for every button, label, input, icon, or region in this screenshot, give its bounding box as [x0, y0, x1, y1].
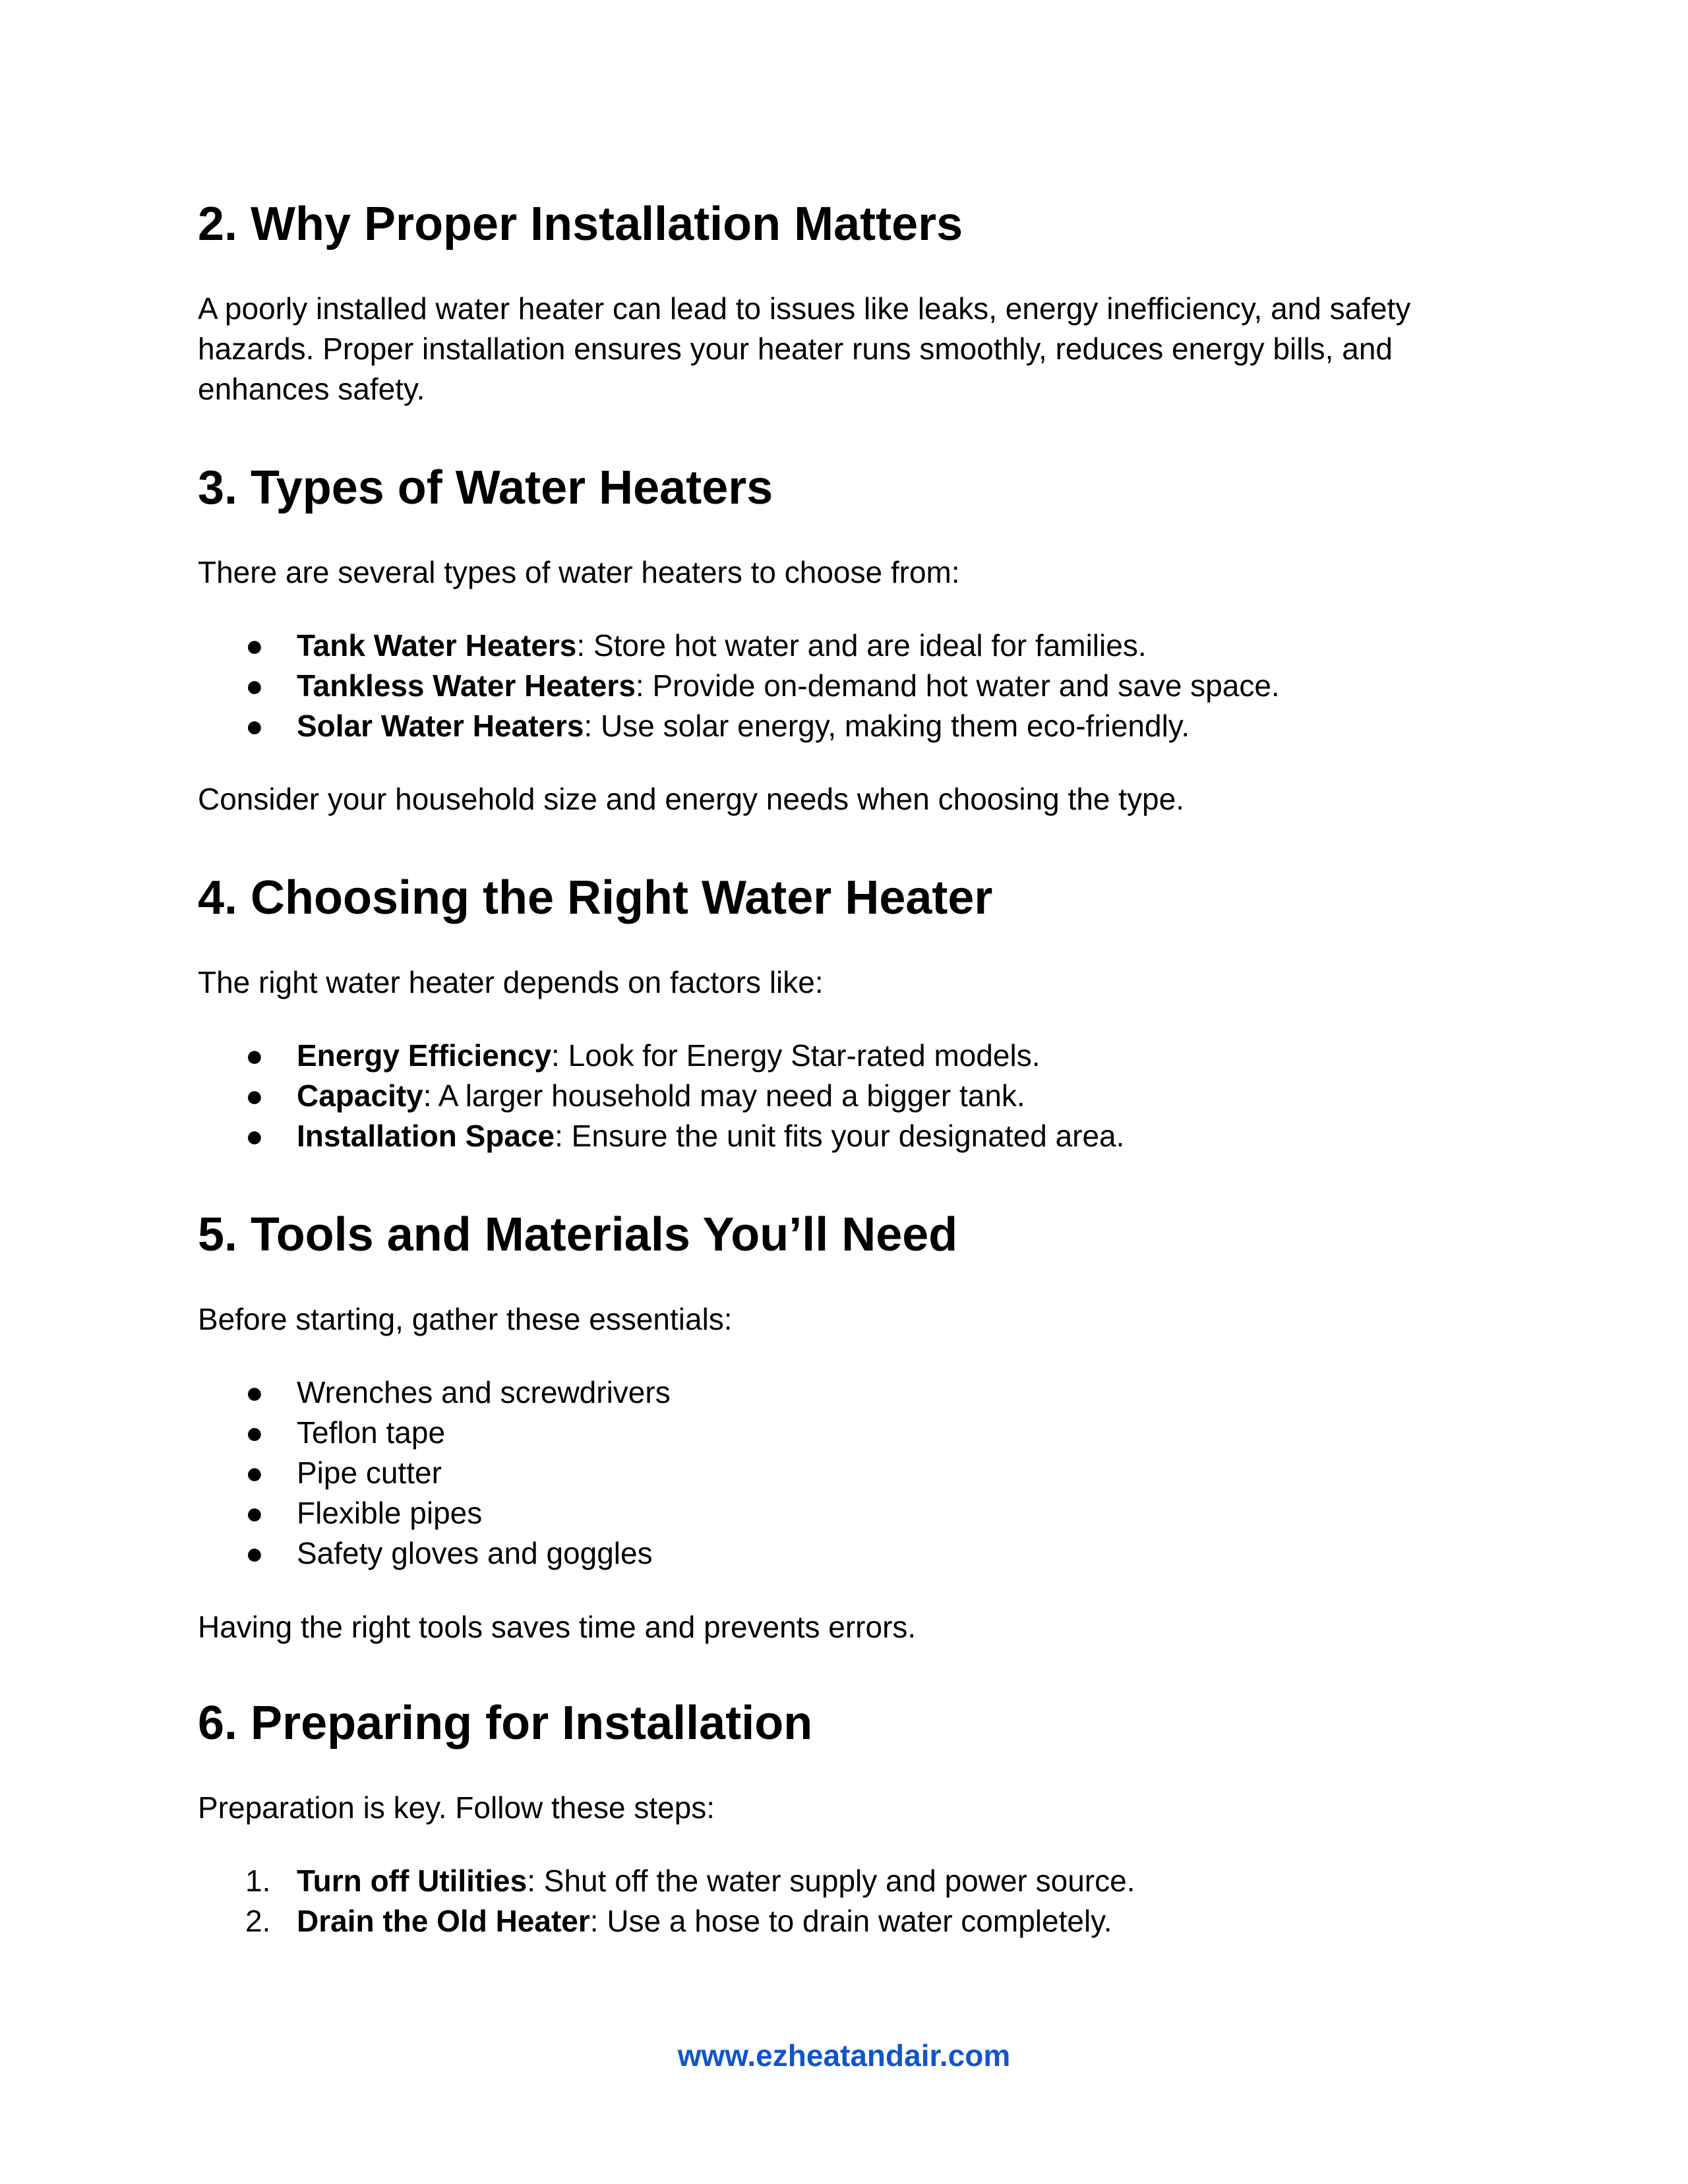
bullet-list [198, 626, 1503, 746]
website-link[interactable]: www.ezheatandair.com [677, 2038, 1011, 2073]
bullet-icon: ● [245, 628, 264, 663]
list-item-text: Flexible pipes [297, 1496, 483, 1530]
page-footer [0, 2036, 1688, 2075]
numbered-step [198, 1901, 1503, 1941]
bullet-list [198, 1036, 1503, 1156]
section-heading: 2. Why Proper Installation Matters [198, 198, 963, 251]
list-item-text: Teflon tape [297, 1415, 446, 1450]
section-heading: 6. Preparing for Installation [198, 1697, 813, 1750]
list-item-text: Wrenches and screwdrivers [297, 1375, 671, 1409]
paragraph-line: hazards. Proper installation ensures your heater runs smoothly, reduces energy bills, and [198, 332, 1393, 366]
list-item-bold: Tank Water Heaters [297, 628, 577, 663]
bullet-icon: ● [245, 1375, 264, 1409]
list-item-bold: Solar Water Heaters [297, 709, 584, 743]
list-item-text: : Use solar energy, making them eco-friendly. [584, 709, 1190, 743]
list-item-bold: Energy Efficiency [297, 1038, 552, 1073]
section-outro [198, 1607, 1503, 1647]
step-number: 2. [245, 1904, 271, 1938]
bullet-icon: ● [245, 1038, 264, 1073]
numbered-list [198, 1861, 1503, 1941]
section-tools-and-materials [198, 1206, 1503, 1264]
list-item-text: Safety gloves and goggles [297, 1536, 653, 1570]
section-preparing-for-installation [198, 1694, 1503, 1752]
intro-text: There are several types of water heaters to choose from: [198, 555, 960, 589]
bullet-icon: ● [245, 1456, 264, 1490]
bullet-icon: ● [245, 1078, 264, 1113]
bullet-icon: ● [245, 709, 264, 743]
list-item [198, 1453, 1503, 1493]
list-item-text: Pipe cutter [297, 1456, 442, 1490]
section-intro [198, 1788, 1503, 1828]
intro-text: Preparation is key. Follow these steps: [198, 1790, 715, 1825]
list-item [198, 1413, 1503, 1453]
outro-text: Consider your household size and energy needs when choosing the type. [198, 782, 1184, 816]
paragraph-line: A poorly installed water heater can lead to issues like leaks, energy inefficiency, and safety [198, 291, 1411, 326]
bullet-icon: ● [245, 1415, 264, 1450]
list-item [198, 666, 1503, 706]
list-item-bold: Tankless Water Heaters [297, 668, 636, 703]
step-bold: Drain the Old Heater [297, 1904, 590, 1938]
step-text: : Shut off the water supply and power source. [527, 1864, 1135, 1898]
list-item-text: : Store hot water and are ideal for families. [576, 628, 1147, 663]
list-item [198, 1076, 1503, 1116]
section-paragraph [198, 289, 1503, 409]
outro-text: Having the right tools saves time and prevents errors. [198, 1610, 917, 1644]
section-outro [198, 779, 1503, 819]
section-why-proper-installation [198, 195, 1503, 253]
step-bold: Turn off Utilities [297, 1864, 528, 1898]
intro-text: The right water heater depends on factors like: [198, 965, 824, 999]
section-choosing-right-heater [198, 869, 1503, 927]
step-number: 1. [245, 1864, 271, 1898]
section-intro [198, 552, 1503, 593]
list-item [198, 1533, 1503, 1574]
list-item-text: : Provide on-demand hot water and save space. [635, 668, 1280, 703]
section-heading: 4. Choosing the Right Water Heater [198, 871, 993, 924]
section-types-of-water-heaters [198, 459, 1503, 517]
section-intro [198, 1299, 1503, 1340]
bullet-icon: ● [245, 1119, 264, 1153]
paragraph-line: enhances safety. [198, 372, 425, 406]
bullet-icon: ● [245, 1536, 264, 1570]
list-item [198, 1116, 1503, 1156]
list-item [198, 1036, 1503, 1076]
list-item [198, 1372, 1503, 1413]
intro-text: Before starting, gather these essentials: [198, 1302, 733, 1336]
section-heading: 3. Types of Water Heaters [198, 461, 773, 514]
list-item-bold: Installation Space [297, 1119, 555, 1153]
list-item [198, 626, 1503, 666]
bullet-icon: ● [245, 668, 264, 703]
numbered-step [198, 1861, 1503, 1901]
step-text: : Use a hose to drain water completely. [589, 1904, 1112, 1938]
section-heading: 5. Tools and Materials You’ll Need [198, 1208, 958, 1261]
section-intro [198, 962, 1503, 1003]
bullet-icon: ● [245, 1496, 264, 1530]
list-item-text: : Ensure the unit fits your designated area. [555, 1119, 1125, 1153]
bullet-list [198, 1372, 1503, 1574]
list-item [198, 706, 1503, 746]
list-item-text: : Look for Energy Star-rated models. [551, 1038, 1040, 1073]
list-item-bold: Capacity [297, 1078, 423, 1113]
list-item [198, 1493, 1503, 1533]
list-item-text: : A larger household may need a bigger tank. [423, 1078, 1025, 1113]
